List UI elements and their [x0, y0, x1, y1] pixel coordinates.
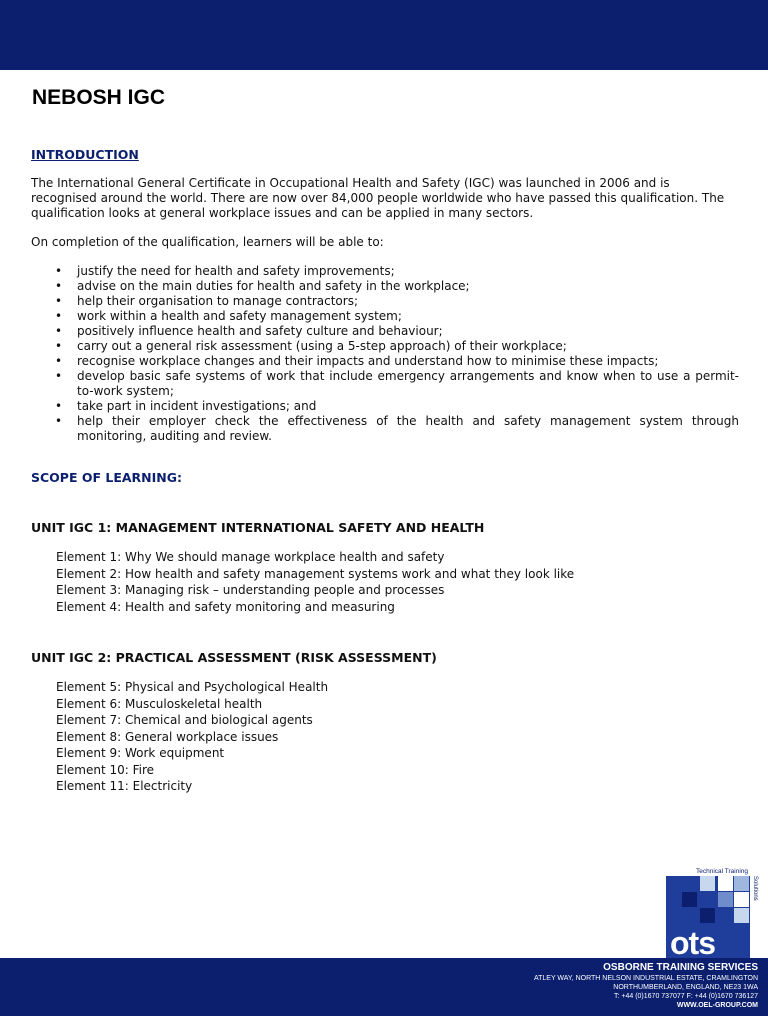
list-item: Element 7: Chemical and biological agents	[56, 713, 313, 727]
header-bar	[0, 0, 768, 70]
footer-contact	[534, 962, 758, 1010]
list-item: Element 3: Managing risk – understanding people and processes	[56, 583, 445, 597]
logo-square	[700, 908, 715, 923]
list-item: • positively influence health and safety culture and behaviour;	[31, 324, 739, 339]
logo-square	[734, 876, 749, 891]
outcomes-lead-in: On completion of the qualification, learners will be able to:	[31, 235, 384, 249]
unit2-elements	[56, 679, 739, 795]
ots-logo	[666, 868, 760, 958]
logo-square	[682, 892, 697, 907]
list-item: • work within a health and safety management system;	[31, 309, 739, 324]
footer-address-1: ATLEY WAY, NORTH NELSON INDUSTRIAL ESTATE, CRAMLINGTON	[533, 975, 758, 982]
list-item: Element 11: Electricity	[56, 779, 193, 793]
logo-square	[718, 876, 733, 891]
footer-company: OSBORNE TRAINING SERVICES	[603, 962, 758, 973]
footer-website[interactable]: WWW.OEL-GROUP.COM	[676, 1002, 758, 1009]
logo-tagline: Technical Training	[696, 868, 749, 875]
list-item: • take part in incident investigations; and	[31, 399, 739, 414]
logo-square	[734, 908, 749, 923]
list-item: Element 1: Why We should manage workplace health and safety	[56, 550, 445, 564]
unit1-heading: UNIT IGC 1: MANAGEMENT INTERNATIONAL SAFETY AND HEALTH	[31, 520, 485, 535]
introduction-paragraph: The International General Certificate in Occupational Health and Safety (IGC) was launched in 2006 and is recognised around the world. There are now over 84,000 people worldwide who have passed this qualification. The qualification looks at general workplace issues and can be applied in many sectors.	[31, 176, 725, 220]
list-item: Element 6: Musculoskeletal health	[56, 696, 263, 711]
list-item: Element 5: Physical and Psychological Health	[56, 680, 329, 694]
introduction-heading: INTRODUCTION	[31, 147, 139, 162]
footer-address-2: NORTHUMBERLAND, ENGLAND, NE23 1WA	[613, 984, 758, 991]
list-item: • justify the need for health and safety improvements;	[31, 264, 739, 279]
unit1-elements	[56, 549, 739, 615]
list-item: Element 10: Fire	[56, 762, 155, 777]
logo-text: ots	[670, 925, 715, 958]
list-item: • recognise workplace changes and their impacts and understand how to minimise these impacts;	[31, 354, 739, 369]
list-item: • help their employer check the effectiveness of the health and safety management system through monitoring, auditing and review.	[31, 414, 739, 444]
list-item: • help their organisation to manage contractors;	[31, 294, 739, 309]
logo-tagline-side: Solutions	[752, 876, 758, 901]
document-body	[31, 147, 739, 795]
list-item: • develop basic safe systems of work that include emergency arrangements and know when to use a permit-to-work system;	[31, 369, 739, 399]
outcomes-list	[31, 264, 739, 444]
list-item: • advise on the main duties for health and safety in the workplace;	[31, 279, 739, 294]
list-item: Element 8: General workplace issues	[56, 729, 279, 744]
list-item: • carry out a general risk assessment (using a 5-step approach) of their workplace;	[31, 339, 739, 354]
logo-square	[718, 892, 733, 907]
logo-mark	[666, 876, 750, 958]
scope-heading: SCOPE OF LEARNING:	[31, 470, 183, 485]
list-item: Element 9: Work equipment	[56, 746, 225, 760]
logo-square	[700, 876, 715, 891]
list-item: Element 2: How health and safety management systems work and what they look like	[56, 566, 575, 581]
footer-phone: T: +44 (0)1670 737077 F: +44 (0)1670 736127	[614, 993, 758, 1000]
list-item: Element 4: Health and safety monitoring and measuring	[56, 599, 395, 614]
page-title: NEBOSH IGC	[32, 86, 166, 109]
logo-square	[734, 892, 749, 907]
unit2-heading: UNIT IGC 2: PRACTICAL ASSESSMENT (RISK ASSESSMENT)	[31, 650, 437, 665]
